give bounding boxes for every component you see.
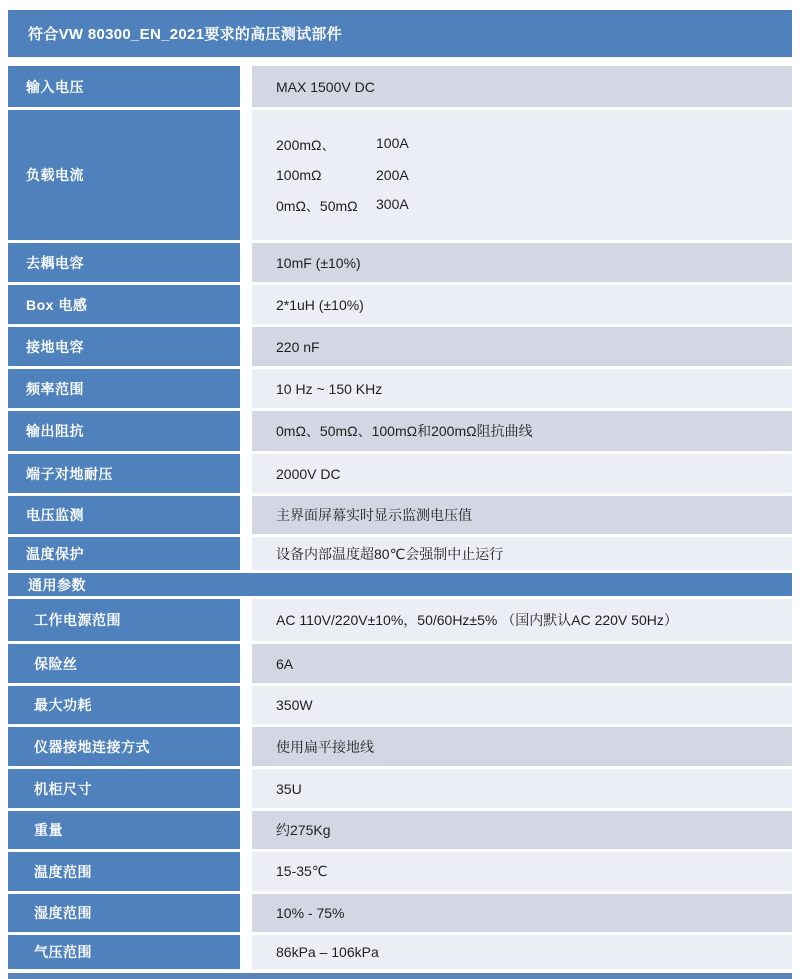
table-title-bar — [8, 10, 792, 57]
table-row — [8, 243, 792, 282]
row-value: 2000V DC — [252, 454, 792, 493]
row-value: 10mF (±10%) — [252, 243, 792, 282]
row-value: 使用扁平接地线 — [252, 727, 792, 766]
row-value: 6A — [252, 644, 792, 683]
load-current-line: 0mΩ、50mΩ 300A — [276, 195, 409, 214]
row-label: 频率范围 — [8, 369, 240, 408]
table-row — [8, 110, 792, 240]
table-row — [8, 327, 792, 366]
row-value — [252, 110, 792, 240]
row-value: 220 nF — [252, 327, 792, 366]
row-value: AC 110V/220V±10%，50/60Hz±5% （国内默认AC 220V 50Hz） — [252, 599, 792, 641]
row-value: 设备内部温度超80℃会强制中止运行 — [252, 537, 792, 570]
table-row — [8, 769, 792, 808]
row-label: 温度范围 — [8, 852, 240, 891]
table-row — [8, 411, 792, 451]
row-value: 35U — [252, 769, 792, 808]
table-row — [8, 599, 792, 641]
table-row — [8, 496, 792, 534]
row-label: 端子对地耐压 — [8, 454, 240, 493]
row-value: MAX 1500V DC — [252, 66, 792, 107]
next-section-bar — [8, 973, 792, 979]
row-label: 工作电源范围 — [8, 599, 240, 641]
load-current-line: 100mΩ 200A — [276, 167, 409, 183]
row-label: 气压范围 — [8, 935, 240, 969]
load-current-line: 200mΩ、 100A — [276, 134, 409, 153]
row-label: 保险丝 — [8, 644, 240, 683]
row-label: 仪器接地连接方式 — [8, 727, 240, 766]
row-value: 10% - 75% — [252, 894, 792, 932]
row-label: Box 电感 — [8, 285, 240, 324]
row-label: 最大功耗 — [8, 686, 240, 724]
row-label: 输出阻抗 — [8, 411, 240, 451]
row-label: 输入电压 — [8, 66, 240, 107]
row-label: 湿度范围 — [8, 894, 240, 932]
table-row — [8, 537, 792, 570]
row-label: 重量 — [8, 811, 240, 849]
row-value: 0mΩ、50mΩ、100mΩ和200mΩ阻抗曲线 — [252, 411, 792, 451]
row-label: 接地电容 — [8, 327, 240, 366]
row-value: 2*1uH (±10%) — [252, 285, 792, 324]
row-value: 约275Kg — [252, 811, 792, 849]
row-label: 机柜尺寸 — [8, 769, 240, 808]
section-header — [8, 573, 792, 596]
row-label: 负载电流 — [8, 110, 240, 240]
table-row — [8, 852, 792, 891]
row-label: 电压监测 — [8, 496, 240, 534]
section-header-label: 通用参数 — [28, 576, 86, 593]
row-value: 15-35℃ — [252, 852, 792, 891]
table-row — [8, 811, 792, 849]
row-label: 温度保护 — [8, 537, 240, 570]
table-row — [8, 66, 792, 107]
table-title: 符合VW 80300_EN_2021要求的高压测试部件 — [28, 26, 343, 43]
row-value: 主界面屏幕实时显示监测电压值 — [252, 496, 792, 534]
row-value: 86kPa – 106kPa — [252, 935, 792, 969]
table-row — [8, 686, 792, 724]
table-row — [8, 935, 792, 969]
table-row — [8, 369, 792, 408]
table-row — [8, 454, 792, 493]
row-value: 350W — [252, 686, 792, 724]
table-row — [8, 285, 792, 324]
row-label: 去耦电容 — [8, 243, 240, 282]
table-row — [8, 644, 792, 683]
row-value: 10 Hz ~ 150 KHz — [252, 369, 792, 408]
table-row — [8, 894, 792, 932]
table-row — [8, 727, 792, 766]
